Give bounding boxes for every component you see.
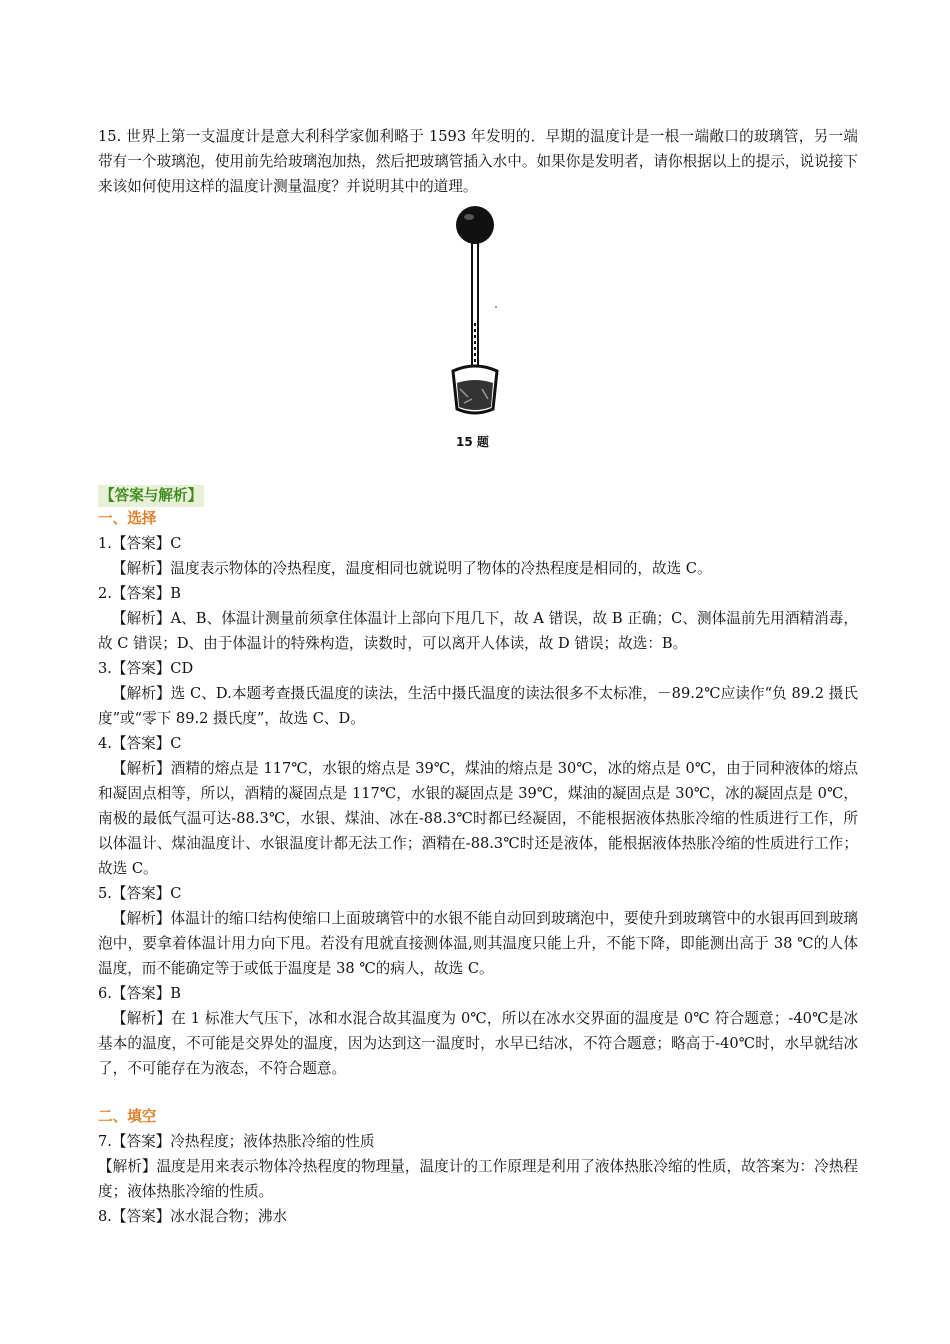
answer-6: 6.【答案】B (98, 985, 182, 1002)
answer-3: 3.【答案】CD (98, 660, 194, 677)
explanation-1: 【解析】温度表示物体的冷热程度，温度相同也就说明了物体的冷热程度是相同的，故选 C。 (112, 560, 712, 577)
figure-dot-shape (495, 306, 497, 308)
explanation-4: 【解析】酒精的熔点是 117℃，水银的熔点是 39℃，煤油的熔点是 30℃，冰的熔点是 0℃，由于同种液体的熔点和凝固点相等，所以，酒精的凝固点是 117℃，水银的凝固点是 39℃，煤油的凝固点是 30℃，冰的凝固点是 0℃，南极的最低气温可达-88.3℃，水银、煤油、冰在-88.3℃时都已经凝固，不能根据液体热胀冷缩的性质进行工作，所以体温计、煤油温度计、水银温度计都无法工作；酒精在-88.3℃时还是液体，能根据液体热胀冷缩的性质进行工作；故选 C。 (98, 760, 858, 877)
answer-2: 2.【答案】B (98, 585, 182, 602)
explanation-2: 【解析】A、B、体温计测量前须拿住体温计上部向下甩几下，故 A 错误，故 B 正确；C、测体温前先用酒精消毒，故 C 错误；D、由于体温计的特殊构造，读数时，可以离开人体读，故 D 错误；故选：B。 (98, 610, 858, 652)
section-choice-heading: 一、选择 (98, 510, 157, 527)
document-page (98, 124, 858, 1229)
explanation-3: 【解析】选 C、D.本题考查摄氏温度的读法，生活中摄氏温度的读法很多不太标准，－89.2℃应读作“负 89.2 摄氏度”或“零下 89.2 摄氏度”，故选 C、D。 (98, 685, 858, 727)
figure-caption: 15 题 (456, 435, 489, 449)
answer-1: 1.【答案】C (98, 535, 182, 552)
explanation-7: 【解析】温度是用来表示物体冷热程度的物理量，温度计的工作原理是利用了液体热胀冷缩的性质，故答案为：冷热程度；液体热胀冷缩的性质。 (98, 1158, 858, 1200)
thermometer-figure (98, 203, 858, 463)
bulb-highlight-shape (464, 214, 474, 220)
question-15-text: 15. 世界上第一支温度计是意大利科学家伽利略于 1593 年发明的．早期的温度计是一根一端敞口的玻璃管，另一端带有一个玻璃泡，使用前先给玻璃泡加热，然后把玻璃管插入水中。如果你是发明者，请你根据以上的提示，说说接下来该如何使用这样的温度计测量温度？并说明其中的道理。 (98, 128, 858, 195)
answer-4: 4.【答案】C (98, 735, 182, 752)
answer-5: 5.【答案】C (98, 885, 182, 902)
explanation-5: 【解析】体温计的缩口结构使缩口上面玻璃管中的水银不能自动回到玻璃泡中，要使升到玻璃管中的水银再回到玻璃泡中，要拿着体温计用力向下甩。若没有甩就直接测体温,则其温度只能上升，不能下降，即能测出高于 38 ℃的人体温度，而不能确定等于或低于温度是 38 ℃的病人，故选 C。 (98, 910, 858, 977)
cup-water-shape (457, 380, 493, 410)
explanation-6: 【解析】在 1 标准大气压下，冰和水混合故其温度为 0℃，所以在冰水交界面的温度是 0℃ 符合题意；-40℃是冰基本的温度，不可能是交界处的温度，因为达到这一温度时，水早已结冰，不符合题意；略高于-40℃时，水早就结冰了，不可能存在为液态，不符合题意。 (98, 1010, 858, 1077)
galileo-thermometer-illustration (438, 203, 518, 433)
answer-8: 8.【答案】冰水混合物；沸水 (98, 1208, 288, 1225)
glass-bulb-shape (456, 206, 494, 244)
answer-7: 7.【答案】冷热程度；液体热胀冷缩的性质 (98, 1133, 375, 1150)
answer-analysis-header: 【答案与解析】 (98, 485, 204, 507)
section-fill-heading: 二、填空 (98, 1108, 157, 1125)
section-gap (98, 1081, 858, 1105)
